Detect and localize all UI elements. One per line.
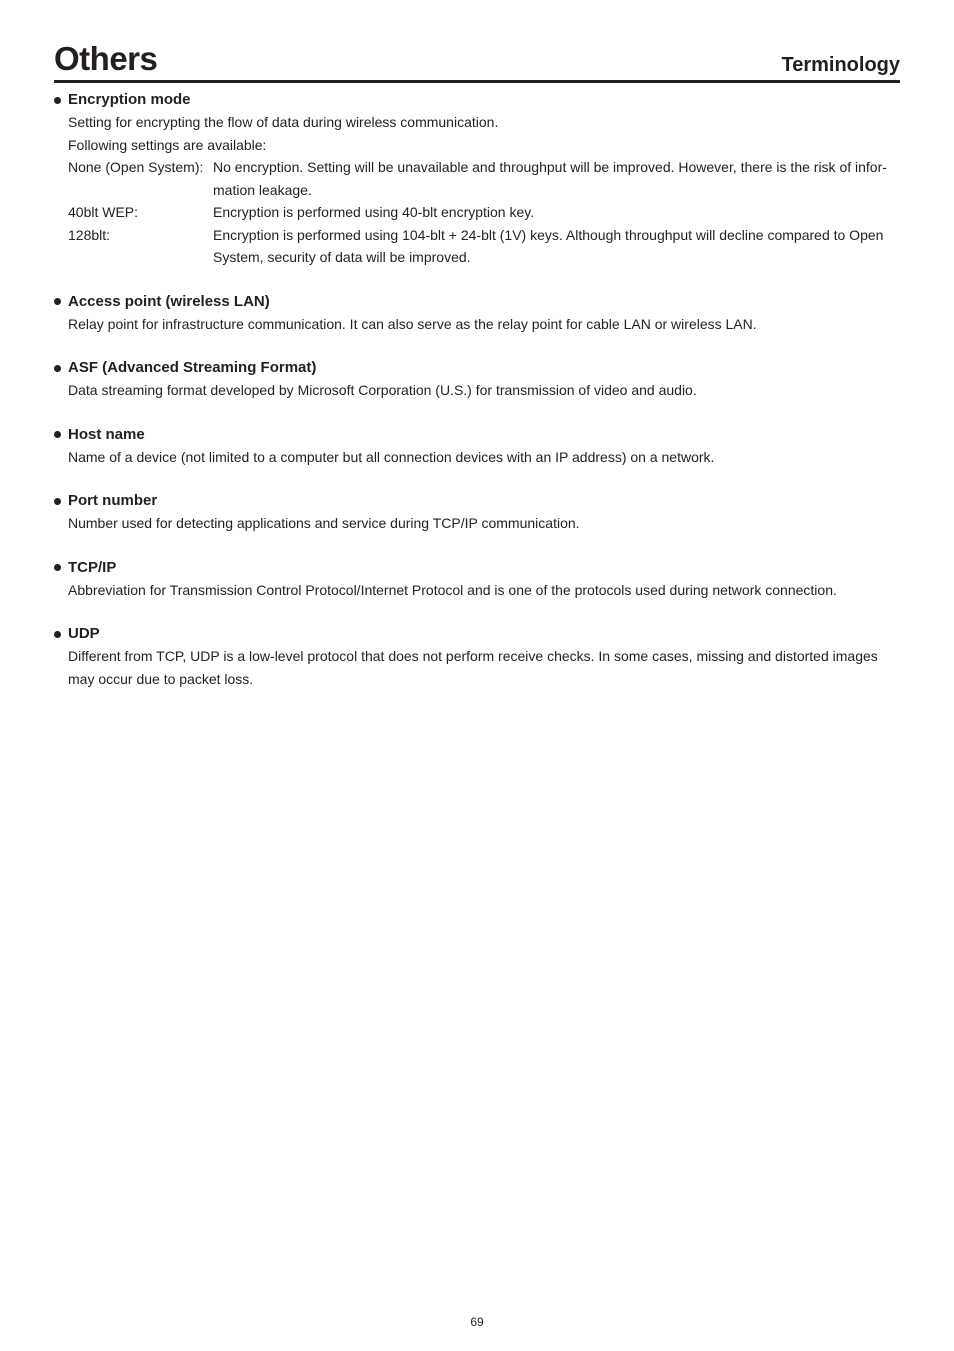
term-port-number [54, 490, 900, 535]
bullet-icon [54, 498, 61, 505]
setting-description [213, 201, 900, 224]
term-body [54, 512, 900, 535]
term-body [54, 111, 900, 269]
setting-description [213, 224, 900, 269]
bullet-icon [54, 365, 61, 372]
term-body [54, 379, 900, 402]
term-encryption-mode [54, 89, 900, 269]
terminology-list [54, 89, 900, 712]
term-heading-text: Encryption mode [68, 91, 191, 108]
term-heading-text: Access point (wireless LAN) [68, 292, 270, 310]
setting-row-128blt [68, 224, 900, 269]
term-description: Relay point for infrastructure communication. It can also serve as the relay point for cable LAN or wireless LAN. [68, 315, 757, 332]
term-heading-text: Port number [68, 492, 158, 509]
setting-description-line: mation leakage. [213, 181, 312, 198]
term-description: Name of a device (not limited to a computer but all connection devices with an IP address) on a network. [68, 448, 715, 465]
setting-description-line: System, security of data will be improved. [213, 249, 471, 265]
page-number: 69 [470, 1315, 484, 1329]
bullet-icon [54, 564, 61, 571]
term-body [54, 446, 900, 469]
term-access-point [54, 291, 900, 336]
term-description: Following settings are available: [68, 136, 267, 153]
term-description: Abbreviation for Transmission Control Protocol/Internet Protocol and is one of the protocols used during network connection. [68, 581, 837, 598]
bullet-icon [54, 631, 61, 638]
page-title: Others [54, 40, 158, 77]
bullet-icon [54, 97, 61, 104]
term-description: Data streaming format developed by Microsoft Corporation (U.S.) for transmission of video and audio. [68, 382, 697, 398]
term-body [54, 645, 900, 690]
bullet-icon [54, 298, 61, 305]
term-tcpip [54, 557, 900, 602]
setting-name: 128blt: [68, 226, 111, 243]
term-body [54, 313, 900, 336]
setting-row-none [68, 156, 900, 201]
setting-description [213, 156, 900, 201]
term-description: Setting for encrypting the flow of data during wireless communication. [68, 114, 499, 130]
term-heading-text: UDP [68, 625, 100, 642]
term-heading [54, 557, 900, 579]
setting-name: None (Open System): [68, 159, 204, 175]
setting-name: 40blt WEP: [68, 204, 139, 220]
term-udp [54, 623, 900, 690]
setting-description-line: Encryption is performed using 40-blt encryption key. [213, 204, 535, 220]
term-heading-text: ASF (Advanced Streaming Format) [68, 359, 317, 376]
setting-row-40blt [68, 201, 900, 224]
bullet-icon [54, 431, 61, 438]
term-description-line: may occur due to packet loss. [68, 670, 254, 687]
page-header [54, 38, 900, 83]
term-description: Number used for detecting applications and service during TCP/IP communication. [68, 515, 580, 531]
term-asf [54, 357, 900, 402]
setting-description-line: Encryption is performed using 104-blt + 24-blt (1V) keys. Although throughput will decline compared to Open [213, 226, 884, 243]
section-title: Terminology [781, 54, 900, 76]
setting-description-line: No encryption. Setting will be unavailable and throughput will be improved. However, there is the risk of infor- [213, 159, 887, 175]
term-heading [54, 424, 900, 446]
term-heading [54, 490, 900, 512]
term-heading [54, 357, 900, 379]
term-heading-text: TCP/IP [68, 558, 117, 576]
term-heading [54, 291, 900, 313]
term-heading [54, 623, 900, 645]
term-description-line: Different from TCP, UDP is a low-level protocol that does not perform receive checks. In some cases, missing and distorted images [68, 648, 878, 664]
term-heading [54, 89, 900, 111]
term-host-name [54, 424, 900, 469]
term-heading-text: Host name [68, 425, 145, 443]
term-body [54, 579, 900, 602]
